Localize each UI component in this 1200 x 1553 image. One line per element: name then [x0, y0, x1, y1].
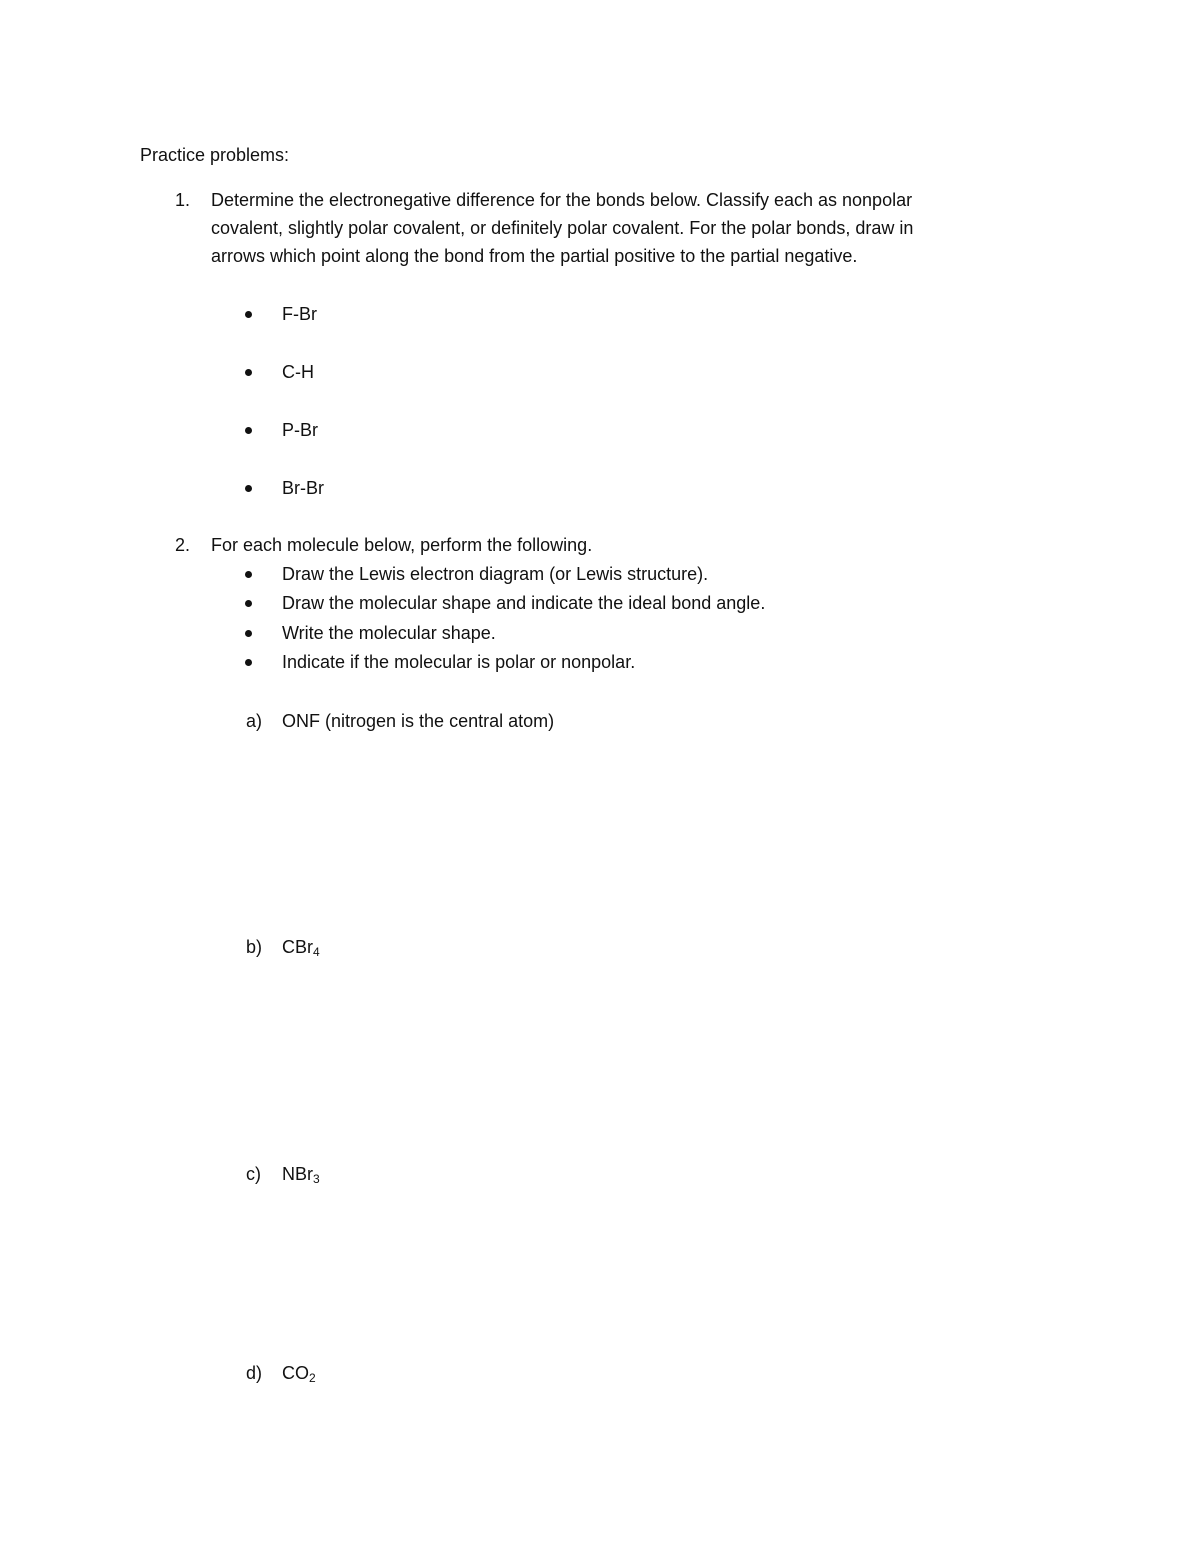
formula-subscript: 3 [313, 1172, 320, 1186]
molecule-letter: a) [246, 711, 263, 731]
formula-base: NBr [282, 1164, 313, 1184]
molecule-formula [282, 1363, 316, 1385]
page-heading: Practice problems: [140, 145, 290, 165]
bond-item: F-Br [282, 304, 317, 324]
question-1-line-3: arrows which point along the bond from the partial positive to the partial negative. [211, 246, 858, 266]
molecule-letter: c) [246, 1164, 261, 1184]
question-1-line-2: covalent, slightly polar covalent, or definitely polar covalent. For the polar bonds, draw in [211, 218, 914, 238]
bullet-icon [245, 485, 252, 492]
molecule-formula [282, 712, 554, 730]
molecule-formula [282, 937, 320, 959]
molecule-formula [282, 1164, 320, 1186]
bullet-icon [245, 630, 252, 637]
bond-item: Br-Br [282, 478, 324, 498]
formula-subscript: 2 [309, 1371, 316, 1385]
task-item: Draw the Lewis electron diagram (or Lewis structure). [282, 564, 709, 584]
bullet-icon [245, 600, 252, 607]
molecule-letter: b) [246, 937, 263, 957]
bullet-icon [245, 311, 252, 318]
question-2-number: 2. [175, 535, 191, 555]
bullet-icon [245, 427, 252, 434]
formula-base: ONF (nitrogen is the central atom) [282, 711, 555, 731]
bullet-icon [245, 659, 252, 666]
bullet-icon [245, 369, 252, 376]
task-item: Draw the molecular shape and indicate the ideal bond angle. [282, 593, 766, 613]
bond-item: P-Br [282, 420, 318, 440]
question-1-number: 1. [175, 190, 191, 210]
task-item: Write the molecular shape. [282, 623, 496, 643]
bullet-icon [245, 571, 252, 578]
formula-base: CO [282, 1363, 309, 1383]
question-2-intro: For each molecule below, perform the following. [211, 535, 593, 555]
formula-subscript: 4 [313, 945, 320, 959]
formula-base: CBr [282, 937, 313, 957]
question-1-line-1: Determine the electronegative difference for the bonds below. Classify each as nonpolar [211, 190, 913, 210]
bond-item: C-H [282, 362, 314, 382]
molecule-letter: d) [246, 1363, 263, 1383]
task-item: Indicate if the molecular is polar or nonpolar. [282, 652, 636, 672]
